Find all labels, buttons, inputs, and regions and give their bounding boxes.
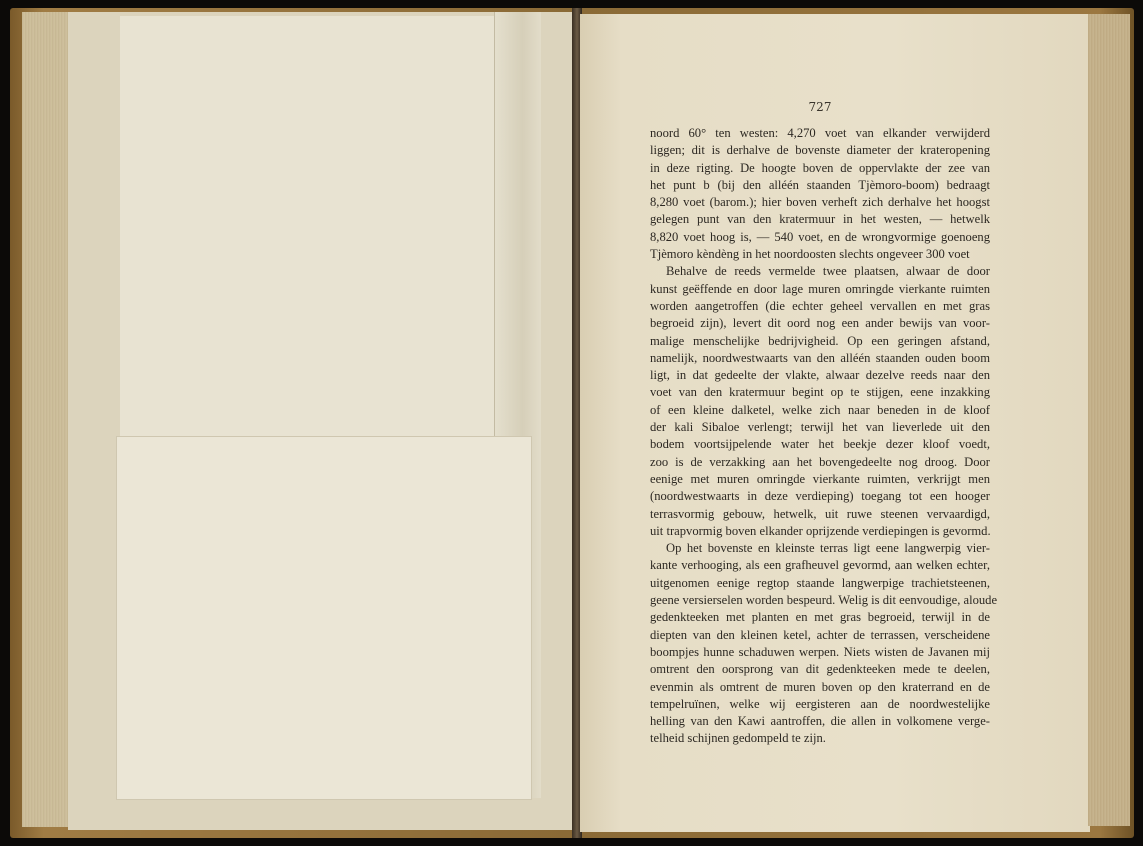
right-page-edges: [1088, 14, 1130, 826]
text-line: bodem voortsijpelende water het beekje dezer kloof voedt,: [650, 437, 990, 452]
text-line: terrasvormig gebouw, hetwelk, uit ruwe steenen vervaardigd,: [650, 506, 990, 521]
text-line: 8,280 voet (barom.); hier boven verheft zich derhalve het hoogst: [650, 195, 990, 210]
text-line: tempelruïnen, welke wij eergisteren aan de noordwestelijke: [650, 696, 990, 711]
text-line: namelijk, noordwestwaarts van den alléén staanden ouden boom: [650, 350, 990, 365]
body-text: [650, 125, 998, 748]
tipped-in-sheet: [116, 436, 532, 800]
text-line: gedenkteeken met planten en met gras begroeid, terwijl in de: [650, 610, 990, 625]
text-line: worden aangetroffen (die echter geheel vervallen en met gras: [650, 298, 990, 313]
text-line: 8,820 voet hoog is, — 540 voet, en de wrongvormige goenoeng: [650, 229, 990, 244]
text-line: der kali Sibaloe verlengt; terwijl het van lieverlede uit den: [650, 420, 990, 435]
text-line: kante verhooging, als een grafheuvel gevormd, aan welken echter,: [650, 558, 990, 573]
text-line: boompjes hunne schaduwen werpen. Niets wisten de Javanen mij: [650, 644, 990, 659]
text-line: Op het bovenste en kleinste terras ligt eene langwerpig vier-: [666, 541, 990, 556]
text-line: malige menschelijke bedrijvigheid. Op een geringen afstand,: [650, 333, 990, 348]
text-line: het punt b (bij den alléén staanden Tjèmoro-boom) bedraagt: [650, 177, 990, 192]
page-number: 727: [808, 100, 832, 114]
text-line: in deze rigting. De hoogte boven de oppervlakte der zee van: [650, 160, 990, 175]
text-line: helling van den Kawi aantroffen, die allen in volkomene verge-: [650, 714, 990, 729]
text-line: voet van den kratermuur begint op te stijgen, eene inzakking: [650, 385, 990, 400]
left-blank-sheet: [120, 16, 541, 436]
text-line: Tjèmoro kèndèng in het noordoosten slechts ongeveer 300 voet: [650, 247, 970, 262]
left-page-edges: [22, 12, 70, 827]
text-line: (noordwestwaarts in deze verdieping) toegang tot een hooger: [650, 489, 990, 504]
text-line: evenmin als omtrent de muren boven op den kraterrand en de: [650, 679, 990, 694]
text-line: of een kleine dalketel, welke zich naar beneden in de kloof: [650, 402, 990, 417]
text-line: telheid schijnen gedompeld te zijn.: [650, 731, 826, 746]
text-line: liggen; dit is derhalve de bovenste diameter der krateropening: [650, 143, 990, 158]
text-line: zoo is de verzakking aan het bovengedeelte nog droog. Door: [650, 454, 990, 469]
text-line: geene versierselen worden bespeurd. Welig is dit eenvoudige, aloude: [650, 593, 998, 608]
text-line: eenige met muren omringde vierkante ruimten, verkrijgt men: [650, 471, 990, 486]
text-line: kunst geëffende en door lage muren omringde vierkante ruimten: [650, 281, 990, 296]
text-line: diepten van den kleinen ketel, achter de terrassen, verscheidene: [650, 627, 990, 642]
text-line: begroeid zijn), levert dit oord nog een ander bewijs van voor-: [650, 316, 990, 331]
text-line: Behalve de reeds vermelde twee plaatsen, alwaar de door: [666, 264, 990, 279]
text-line: gelegen punt van den kratermuur in het westen, — hetwelk: [650, 212, 990, 227]
text-line: ligt, in dat gedeelte der vlakte, alwaar dezelve reeds naar den: [650, 368, 990, 383]
text-line: uit trapvormig boven elkander oprijzende verdiepingen is gevormd.: [650, 523, 991, 538]
text-line: noord 60° ten westen: 4,270 voet van elkander verwijderd: [650, 126, 990, 140]
text-line: omtrent den oorsprong van dit gedenkteeken mede te deelen,: [650, 662, 990, 677]
text-line: uitgenomen eenige regtop staande langwerpige trachietsteenen,: [650, 575, 990, 590]
